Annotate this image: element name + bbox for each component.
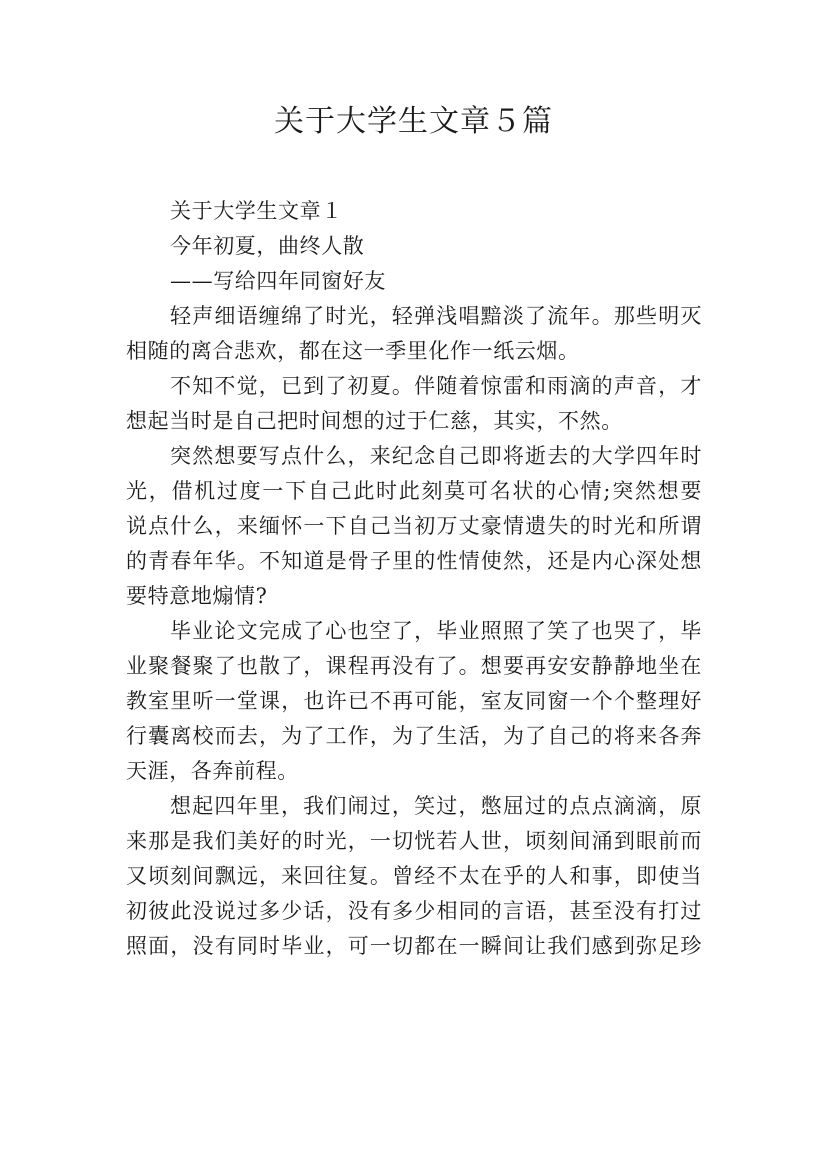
paragraph-line: 突然想要写点什么，来纪念自己即将逝去的大学四年时 bbox=[170, 444, 702, 468]
paragraph bbox=[126, 789, 702, 964]
paragraph-line: 轻声细语缠绵了时光，轻弹浅唱黯淡了流年。那些明灭 bbox=[170, 304, 702, 328]
paragraph-line: 相随的离合悲欢，都在这一季里化作一纸云烟。 bbox=[126, 339, 580, 363]
paragraph-line: 天涯，各奔前程。 bbox=[126, 759, 299, 783]
paragraph-line: 想起当时是自己把时间想的过于仁慈，其实，不然。 bbox=[126, 409, 623, 433]
paragraph bbox=[126, 439, 702, 614]
heading-line: ——写给四年同窗好友 bbox=[170, 269, 386, 293]
paragraph-line: 说点什么，来缅怀一下自己当初万丈豪情遗失的时光和所谓 bbox=[126, 514, 702, 538]
paragraph-line: 的青春年华。不知道是骨子里的性情使然，还是内心深处想 bbox=[126, 549, 702, 573]
paragraph bbox=[126, 614, 702, 789]
paragraph-line: 不知不觉，已到了初夏。伴随着惊雷和雨滴的声音，才 bbox=[170, 374, 702, 398]
heading-line: 关于大学生文章１ bbox=[170, 199, 343, 223]
document-title: 关于大学生文章５篇 bbox=[274, 104, 553, 139]
paragraph-line: 光，借机过度一下自己此时此刻莫可名状的心情;突然想要 bbox=[126, 479, 702, 503]
heading-line: 今年初夏，曲终人散 bbox=[170, 234, 365, 258]
paragraph-line: 教室里听一堂课，也许已不再可能，室友同窗一个个整理好 bbox=[126, 689, 702, 713]
paragraph-line: 又顷刻间飘远，来回往复。曾经不太在乎的人和事，即使当 bbox=[126, 864, 702, 888]
paragraph-line: 想起四年里，我们闹过，笑过，憋屈过的点点滴滴，原 bbox=[170, 794, 702, 818]
paragraph bbox=[126, 369, 702, 439]
paragraph-line: 要特意地煽情? bbox=[126, 584, 268, 608]
paragraph-line: 来那是我们美好的时光，一切恍若人世，顷刻间涌到眼前而 bbox=[126, 829, 702, 853]
paragraph-line: 行囊离校而去，为了工作，为了生活，为了自己的将来各奔 bbox=[126, 724, 702, 748]
paragraph-line: 初彼此没说过多少话，没有多少相同的言语，甚至没有打过 bbox=[126, 899, 702, 923]
paragraph-line: 业聚餐聚了也散了，课程再没有了。想要再安安静静地坐在 bbox=[126, 654, 702, 678]
document-body bbox=[126, 194, 702, 964]
paragraph-line: 毕业论文完成了心也空了，毕业照照了笑了也哭了，毕 bbox=[170, 619, 702, 643]
paragraph bbox=[126, 299, 702, 369]
paragraph-line: 照面，没有同时毕业，可一切都在一瞬间让我们感到弥足珍 bbox=[126, 934, 702, 958]
